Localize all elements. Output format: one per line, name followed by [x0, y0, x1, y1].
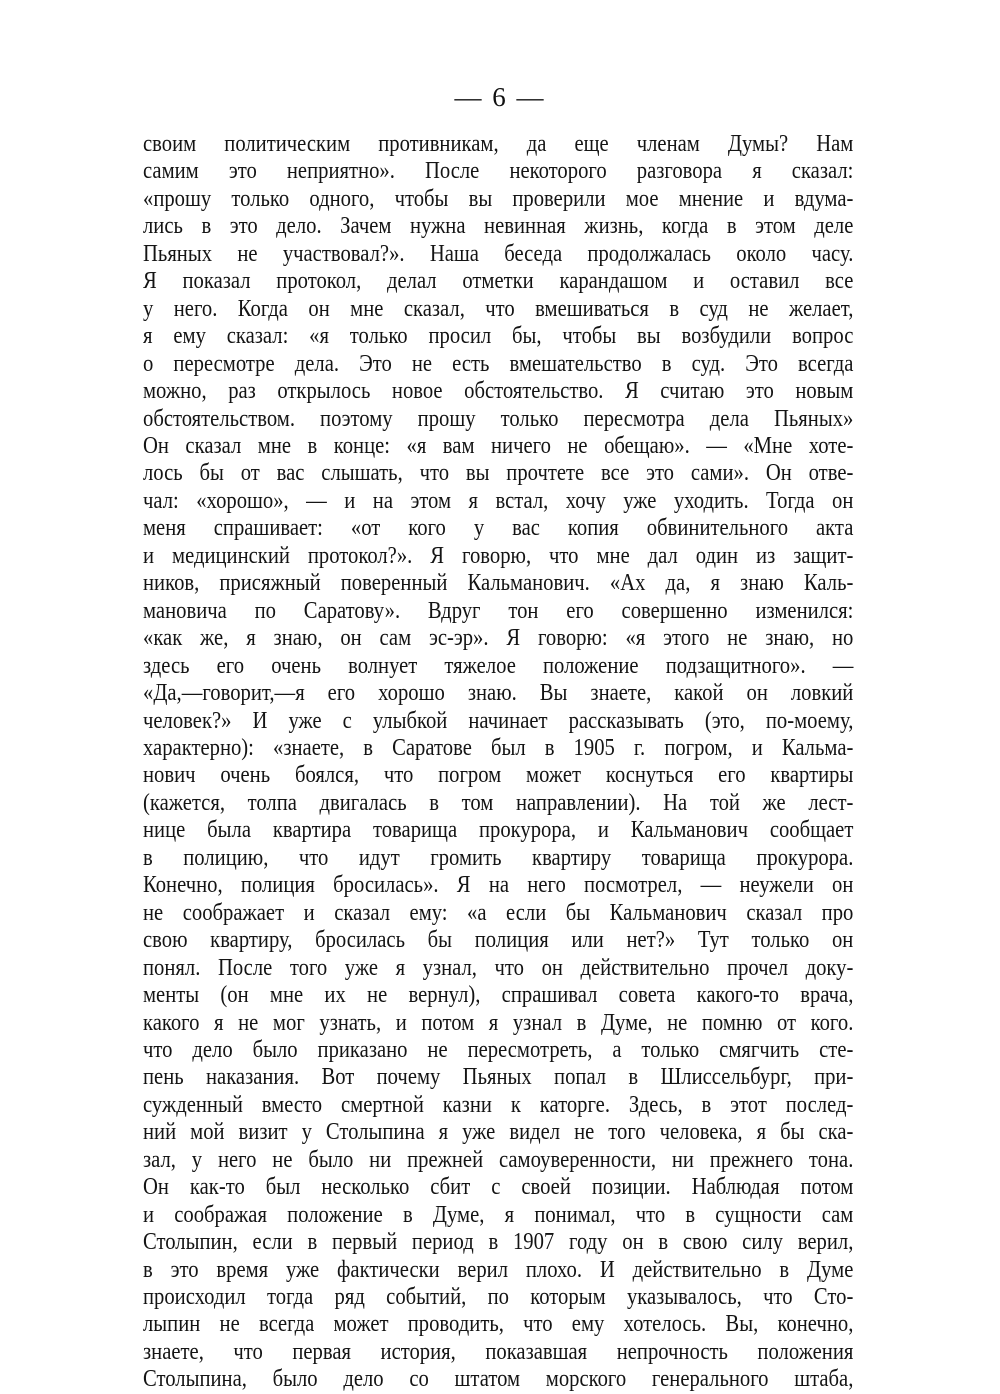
text-line: обстоятельством. поэтому прошу только пересмотра дела Пьяных»	[143, 405, 854, 432]
text-line: «прошу только одного, чтобы вы проверили мое мнение и вдума-	[143, 185, 854, 212]
text-line: Он как-то был несколько сбит с своей позиции. Наблюдая потом	[143, 1174, 854, 1201]
text-line: понял. После того уже я узнал, что он действительно прочел доку-	[143, 954, 854, 981]
text-line: и медицинский протокол?». Я говорю, что мне дал один из защит-	[143, 542, 854, 569]
text-line: нице была квартира товарища прокурора, и Кальманович сообщает	[143, 817, 854, 844]
text-line: зал, у него не было ни прежней самоуверенности, ни прежнего тона.	[143, 1146, 854, 1173]
text-line: ний мой визит у Столыпина я уже видел не того человека, я бы ска-	[143, 1119, 854, 1146]
text-line: Столыпин, если в первый период в 1907 году он в свою силу верил,	[143, 1229, 854, 1256]
text-line: (кажется, толпа двигалась в том направлении). На той же лест-	[143, 789, 854, 816]
text-line: человек?» И уже с улыбкой начинает рассказывать (это, по-моему,	[143, 707, 854, 734]
text-line: можно, раз открылось новое обстоятельство. Я считаю это новым	[143, 378, 854, 405]
text-line: здесь его очень волнует тяжелое положение подзащитного». —	[143, 652, 854, 679]
page-number: — 6 —	[454, 82, 546, 112]
text-line: Я показал протокол, делал отметки карандашом и оставил все	[143, 268, 854, 295]
text-line: и соображая положение в Думе, я понимал, что в сущности сам	[143, 1201, 854, 1228]
text-line: о пересмотре дела. Это не есть вмешательство в суд. Это всегда	[143, 350, 854, 377]
text-line: характерно): «знаете, в Саратове был в 1905 г. погром, и Кальма-	[143, 734, 854, 761]
text-line: своим политическим противникам, да еще членам Думы? Нам	[143, 131, 854, 157]
text-line: Конечно, полиция бросилась». Я на него посмотрел, — неужели он	[143, 872, 854, 899]
text-line: меня спрашивает: «от кого у вас копия обвинительного акта	[143, 515, 854, 542]
text-line: менты (он мне их не вернул), спрашивал совета какого-то врача,	[143, 982, 854, 1009]
text-line: Он сказал мне в конце: «я вам ничего не обещаю». — «Мне хоте-	[143, 432, 854, 459]
text-line: «Да,—говорит,—я его хорошо знаю. Вы знаете, какой он ловкий	[143, 680, 854, 707]
text-line: что дело было приказано не пересмотреть, а только смягчить сте-	[143, 1036, 854, 1063]
text-line: свою квартиру, бросилась бы полиция или нет?» Тут только он	[143, 927, 854, 954]
text-line: мановича по Саратову». Вдруг тон его совершенно изменился:	[143, 597, 854, 624]
text-line: знаете, что первая история, показавшая непрочность положения	[143, 1338, 854, 1365]
text-line: «как же, я знаю, он сам эс-эр». Я говорю: «я этого не знаю, но	[143, 625, 854, 652]
text-line: самим это неприятно». После некоторого разговора я сказал:	[143, 158, 854, 185]
text-line: происходил тогда ряд событий, по которым указывалось, что Сто-	[143, 1284, 854, 1311]
text-line: я ему сказал: «я только просил бы, чтобы вы возбудили вопрос	[143, 323, 854, 350]
text-line: не соображает и сказал ему: «а если бы Кальманович сказал про	[143, 899, 854, 926]
body-text	[143, 131, 853, 1394]
text-line: Столыпина, было дело со штатом морского генерального штаба,	[143, 1366, 854, 1393]
text-line: лыпин не всегда может проводить, что ему хотелось. Вы, конечно,	[143, 1311, 854, 1338]
text-line: лись в это дело. Зачем нужна невинная жизнь, когда в этом деле	[143, 213, 854, 240]
text-line: какого я не мог узнать, и потом я узнал в Думе, не помню от кого.	[143, 1009, 854, 1036]
text-line: в полицию, что идут громить квартиру товарища прокурора.	[143, 844, 854, 871]
text-line: нович очень боялся, что погром может коснуться его квартиры	[143, 762, 854, 789]
text-line: Пьяных не участвовал?». Наша беседа продолжалась около часу.	[143, 240, 854, 267]
text-line: лось бы от вас слышать, что вы прочтете все это сами». Он отве-	[143, 460, 854, 487]
text-line: чал: «хорошо», — и на этом я встал, хочу уже уходить. Тогда он	[143, 487, 854, 514]
text-line: в это время уже фактически верил плохо. И действительно в Думе	[143, 1256, 854, 1283]
text-line: сужденный вместо смертной казни к каторге. Здесь, в этот послед-	[143, 1091, 854, 1118]
text-line: у него. Когда он мне сказал, что вмешиваться в суд не желает,	[143, 295, 854, 322]
text-line: ников, присяжный поверенный Кальманович. «Ах да, я знаю Каль-	[143, 570, 854, 597]
text-line: пень наказания. Вот почему Пьяных попал в Шлиссельбург, при-	[143, 1064, 854, 1091]
